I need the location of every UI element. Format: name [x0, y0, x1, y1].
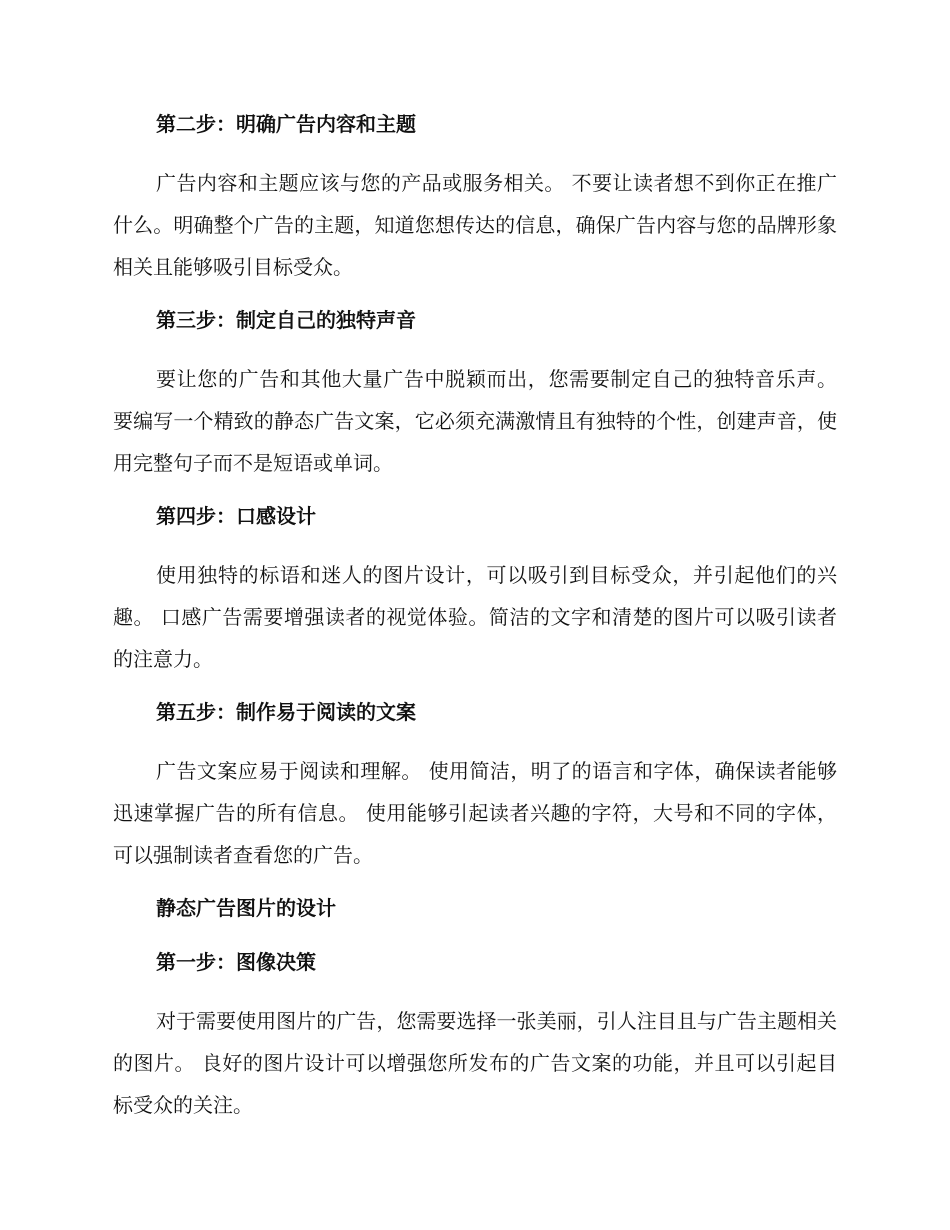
- section-paragraph-step-4: 使用独特的标语和迷人的图片设计，可以吸引到目标受众，并引起他们的兴趣。 口感广告需要增强读者的视觉体验。简洁的文字和清楚的图片可以吸引读者的注意力。: [113, 563, 837, 671]
- section-heading-step-5: 第五步：制作易于阅读的文案: [156, 700, 416, 724]
- section-paragraph-step-5: 广告文案应易于阅读和理解。 使用简洁，明了的语言和字体，确保读者能够迅速掌握广告的所有信息。 使用能够引起读者兴趣的字符，大号和不同的字体，可以强制读者查看您的广告。: [113, 759, 837, 867]
- section-paragraph-step-2: 广告内容和主题应该与您的产品或服务相关。 不要让读者想不到你正在推广什么。明确整个广告的主题，知道您想传达的信息，确保广告内容与您的品牌形象相关且能够吸引目标受众。: [113, 171, 837, 279]
- section-heading-step-3: 第三步：制定自己的独特声音: [156, 308, 416, 332]
- section-heading-step-2: 第二步：明确广告内容和主题: [156, 112, 416, 136]
- document-body: [113, 108, 837, 1142]
- section-paragraph-image-step-1: 对于需要使用图片的广告，您需要选择一张美丽，引人注目且与广告主题相关的图片。 良好的图片设计可以增强您所发布的广告文案的功能，并且可以引起目标受众的关注。: [113, 1009, 837, 1117]
- section-heading-step-4: 第四步：口感设计: [156, 504, 316, 528]
- section-heading-image-design: 静态广告图片的设计: [156, 896, 336, 920]
- section-paragraph-step-3: 要让您的广告和其他大量广告中脱颖而出，您需要制定自己的独特音乐声。 要编写一个精致的静态广告文案，它必须充满激情且有独特的个性，创建声音，使用完整句子而不是短语或单词。: [113, 367, 837, 475]
- section-heading-image-step-1: 第一步：图像决策: [156, 950, 316, 974]
